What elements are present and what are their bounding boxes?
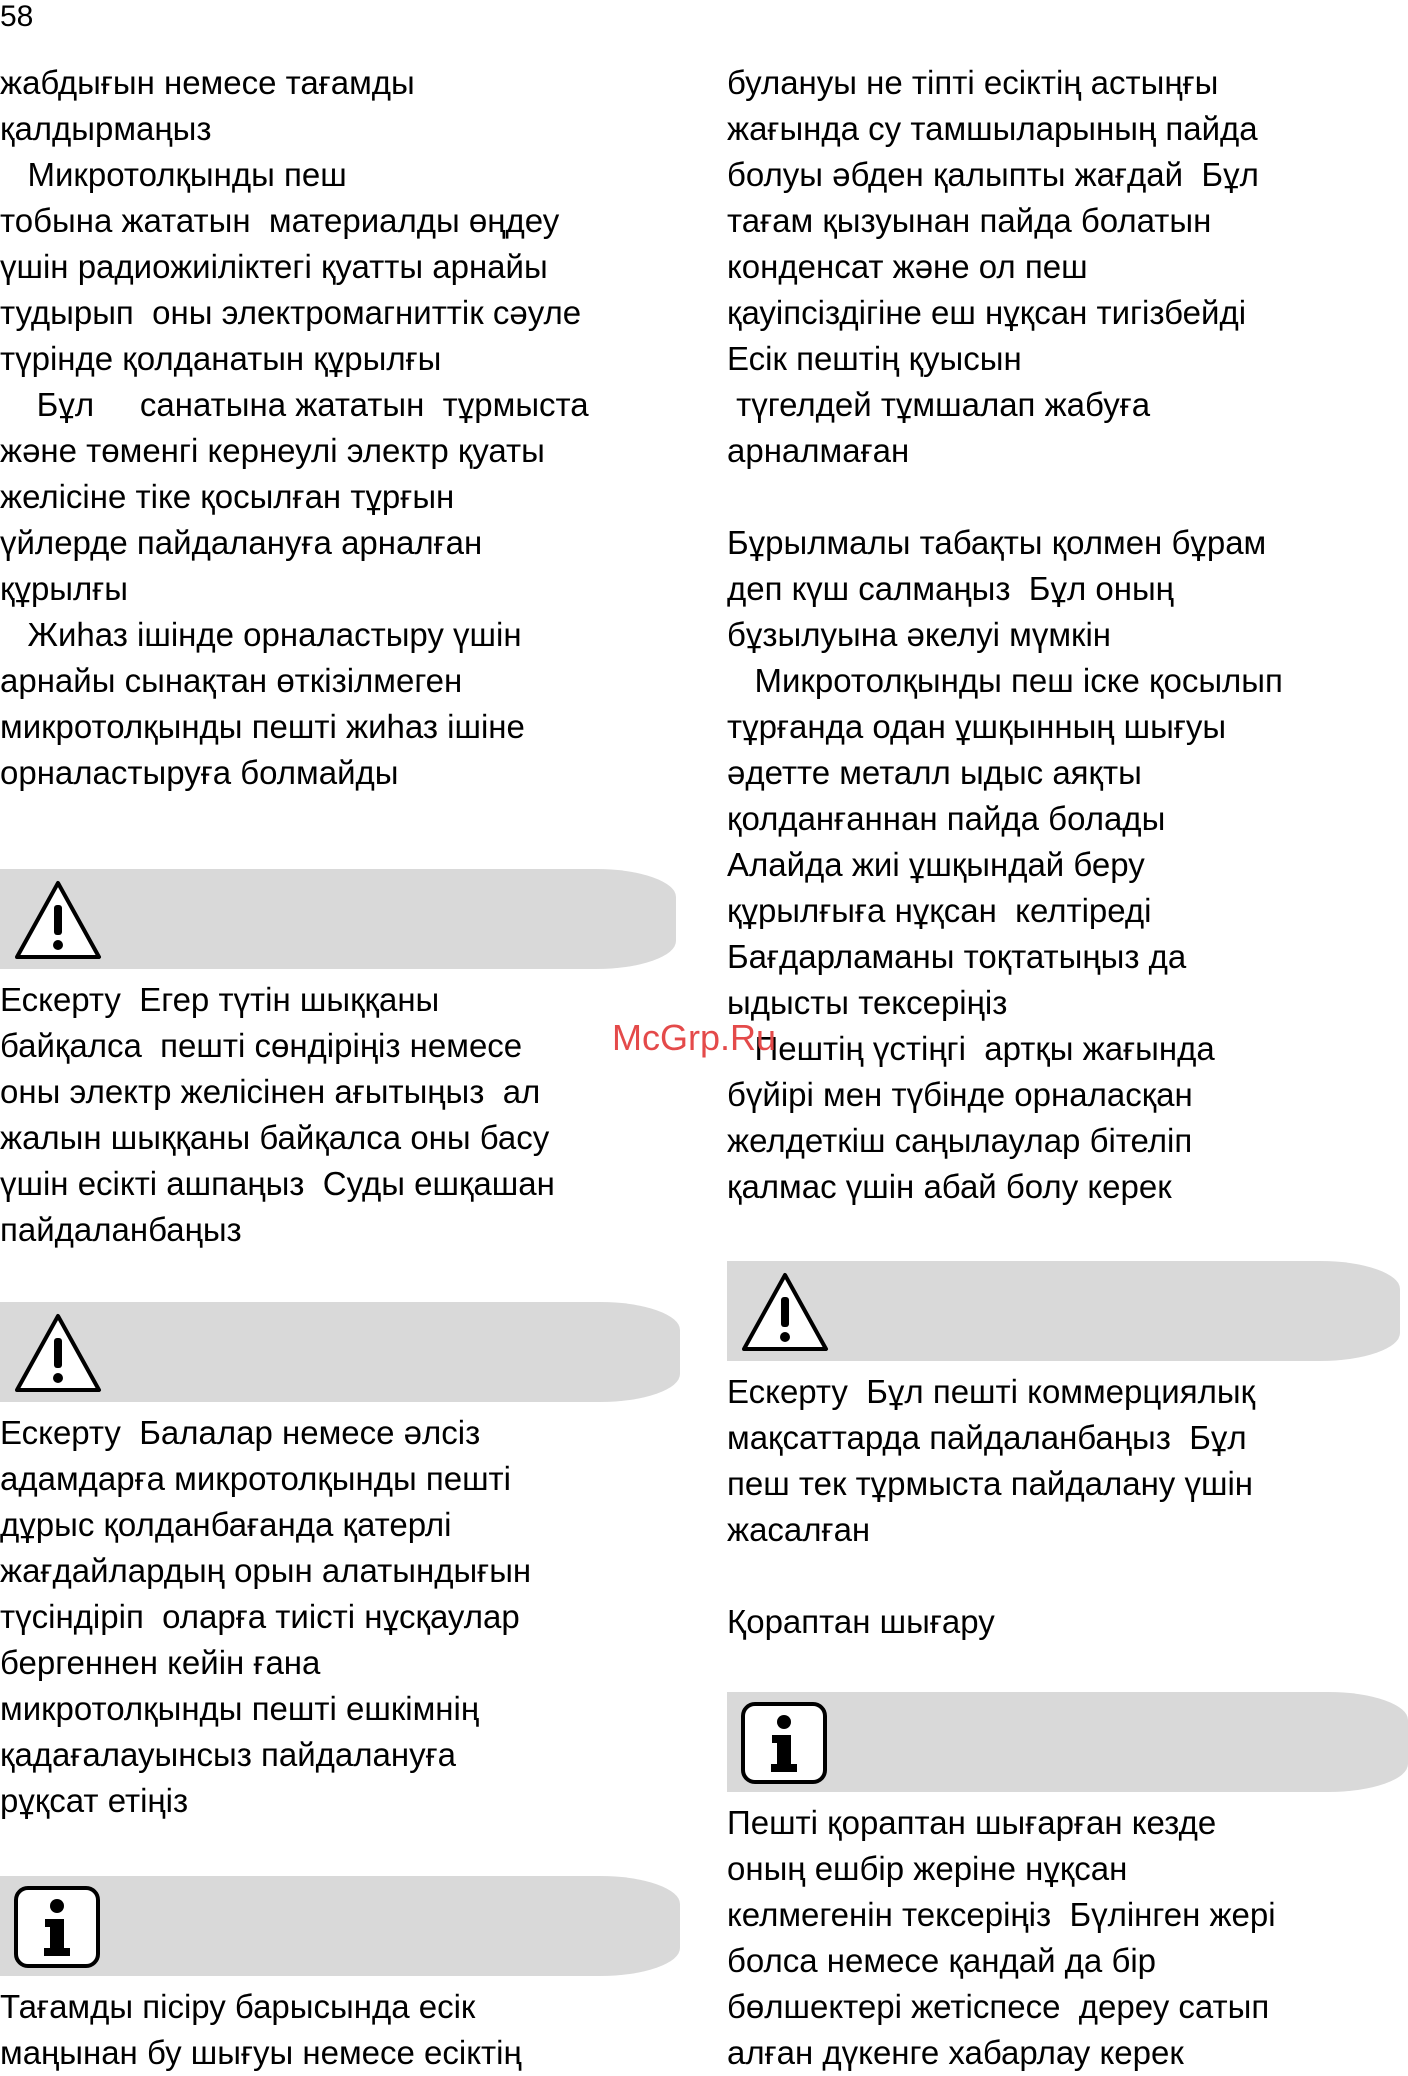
text-line: жабдығын немесе тағамды <box>0 64 415 101</box>
warning-triangle-icon <box>739 1269 831 1355</box>
info-text-block <box>727 1800 1408 2076</box>
text-line: адамдарға микротолқынды пешті <box>0 1460 512 1497</box>
text-line: жасалған <box>727 1511 871 1548</box>
section-heading-block <box>727 1599 1408 1645</box>
text-line: Ескерту Егер түтін шыққаны <box>0 981 440 1018</box>
info-text-block <box>0 1984 690 2076</box>
text-line: үшін радиожиіліктегі қуатты арнайы <box>0 248 548 285</box>
text-line: дұрыс қолданбағанда қатерлі <box>0 1506 452 1543</box>
text-line: жалын шыққаны байқалса оны басу <box>0 1119 550 1156</box>
text-line: қадағалауынсыз пайдалануға <box>0 1736 456 1773</box>
text-line: болуы әбден қалыпты жағдай Бұл <box>727 156 1259 193</box>
page-number: 58 <box>0 0 34 33</box>
text-line: Пешті қораптан шығарған кезде <box>727 1804 1217 1841</box>
text-line: Бұрылмалы табақты қолмен бұрам <box>727 524 1267 561</box>
warning-bar <box>727 1261 1400 1361</box>
text-line: маңынан бу шығуы немесе есіктің <box>0 2034 522 2071</box>
text-line: Тағамды пісіру барысында есік <box>0 1988 476 2025</box>
text-line: конденсат және ол пеш <box>727 248 1088 285</box>
text-line: үшін есікті ашпаңыз Суды ешқашан <box>0 1165 555 1202</box>
left-text-block <box>0 60 690 796</box>
text-line: орналастыруға болмайды <box>0 754 399 791</box>
right-text-block <box>727 520 1408 1210</box>
text-line: Микротолқынды пеш <box>0 156 347 193</box>
text-line: тудырып оны электромагниттік сәуле <box>0 294 582 331</box>
warning-bar <box>0 869 676 969</box>
text-line: пеш тек тұрмыста пайдалану үшін <box>727 1465 1254 1502</box>
text-line: Пештің үстіңгі артқы жағында <box>727 1030 1215 1067</box>
warning-bar <box>0 1302 680 1402</box>
text-line: түрінде қолданатын құрылғы <box>0 340 442 377</box>
warning-triangle-icon <box>12 1310 104 1396</box>
text-line: арнайы сынақтан өткізілмеген <box>0 662 463 699</box>
text-line: Жиһаз ішінде орналастыру үшін <box>0 616 522 653</box>
text-line: Бағдарламаны тоқтатыңыз да <box>727 938 1187 975</box>
text-line: құрылғыға нұқсан келтіреді <box>727 892 1152 929</box>
text-line: желдеткіш саңылаулар бітеліп <box>727 1122 1193 1159</box>
text-line: оны электр желісінен ағытыңыз ал <box>0 1073 541 1110</box>
text-line: келмегенін тексеріңіз Бүлінген жері <box>727 1896 1276 1933</box>
text-line: Микротолқынды пеш іске қосылып <box>727 662 1283 699</box>
section-heading: Қораптан шығару <box>727 1603 995 1640</box>
info-icon <box>12 1884 102 1970</box>
text-line: деп күш салмаңыз Бұл оның <box>727 570 1174 607</box>
warning-triangle-icon <box>12 877 104 963</box>
text-line: қалмас үшін абай болу керек <box>727 1168 1172 1205</box>
text-line: бүйірі мен түбінде орналасқан <box>727 1076 1193 1113</box>
text-line: рұқсат етіңіз <box>0 1782 189 1819</box>
text-line: байқалса пешті сөндіріңіз немесе <box>0 1027 523 1064</box>
text-line: әдетте металл ыдыс аяқты <box>727 754 1142 791</box>
text-line: болса немесе қандай да бір <box>727 1942 1157 1979</box>
right-text-block <box>727 60 1408 474</box>
text-line: бұзылуына әкелуі мүмкін <box>727 616 1112 653</box>
text-line: қауіпсіздігіне еш нұқсан тигізбейді <box>727 294 1247 331</box>
text-line: және төменгі кернеулі электр қуаты <box>0 432 545 469</box>
text-line: Ескерту Бұл пешті коммерциялық <box>727 1373 1255 1410</box>
text-line: арналмаған <box>727 432 910 469</box>
text-line: түсіндіріп оларға тиісті нұсқаулар <box>0 1598 520 1635</box>
text-line: жағында су тамшыларының пайда <box>727 110 1258 147</box>
text-line: микротолқынды пешті ешкімнің <box>0 1690 480 1727</box>
text-line: үйлерде пайдалануға арналған <box>0 524 483 561</box>
text-line: түгелдей тұмшалап жабуға <box>727 386 1151 423</box>
text-line: булануы не тіпті есіктің астыңғы <box>727 64 1219 101</box>
text-line: тұрғанда одан ұшқынның шығуы <box>727 708 1227 745</box>
text-line: қалдырмаңыз <box>0 110 212 147</box>
info-bar <box>0 1876 680 1976</box>
text-line: Ескерту Балалар немесе әлсіз <box>0 1414 481 1451</box>
text-line: Алайда жиі ұшқындай беру <box>727 846 1145 883</box>
warning-text-block <box>727 1369 1408 1553</box>
warning-text-block <box>0 1410 690 1824</box>
text-line: тағам қызуынан пайда болатын <box>727 202 1212 239</box>
warning-text-block <box>0 977 690 1253</box>
text-line: алған дүкенге хабарлау керек <box>727 2034 1184 2071</box>
watermark: McGrp.Ru <box>612 1017 777 1058</box>
info-bar <box>727 1692 1408 1792</box>
text-line: желісіне тіке қосылған тұрғын <box>0 478 455 515</box>
text-line: Есік пештің қуысын <box>727 340 1022 377</box>
text-line: бөлшектері жетіспесе дереу сатып <box>727 1988 1270 2025</box>
text-line: қолданғаннан пайда болады <box>727 800 1166 837</box>
text-line: оның ешбір жеріне нұқсан <box>727 1850 1128 1887</box>
text-line: микротолқынды пешті жиһаз ішіне <box>0 708 525 745</box>
text-line: бергеннен кейін ғана <box>0 1644 321 1681</box>
text-line: пайдаланбаңыз <box>0 1211 242 1248</box>
info-icon <box>739 1700 829 1786</box>
text-line: Бұл санатына жататын тұрмыста <box>0 386 589 423</box>
text-line: жағдайлардың орын алатындығын <box>0 1552 532 1589</box>
text-line: ыдысты тексеріңіз <box>727 984 1008 1021</box>
text-line: мақсаттарда пайдаланбаңыз Бұл <box>727 1419 1247 1456</box>
text-line: құрылғы <box>0 570 129 607</box>
text-line: тобына жататын материалды өңдеу <box>0 202 560 239</box>
